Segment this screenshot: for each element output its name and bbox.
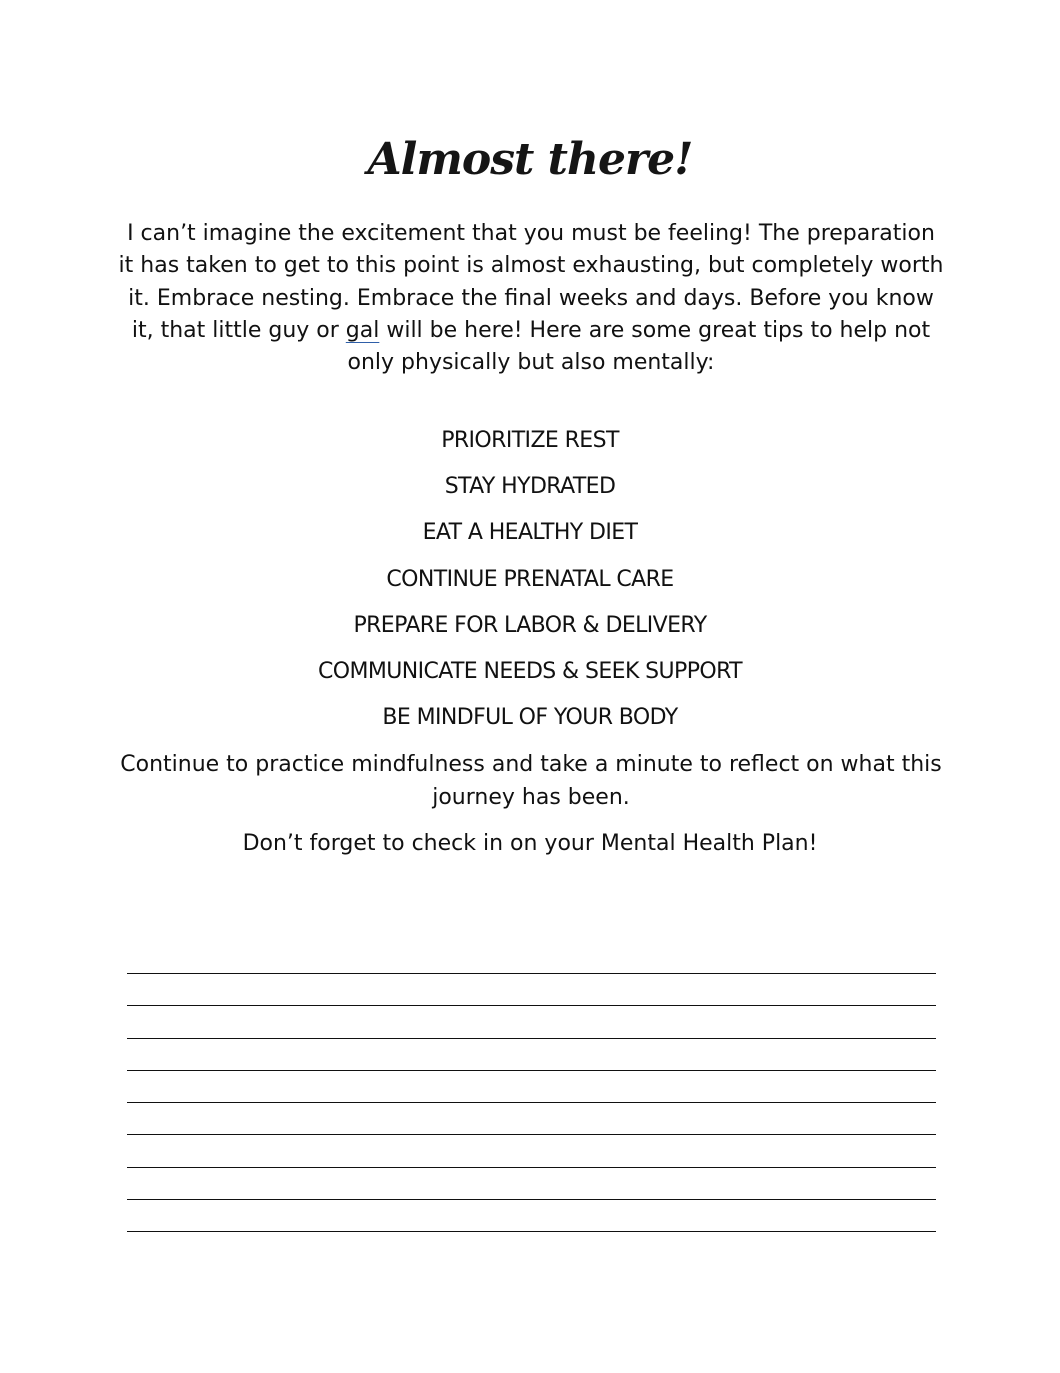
tip-item: COMMUNICATE NEEDS & SEEK SUPPORT [317,658,743,684]
intro-link-word: gal [345,317,380,343]
page-title: Almost there! [367,134,693,185]
writing-line[interactable] [127,1231,936,1232]
tips-list [0,425,1060,748]
checkin-reminder: Don’t forget to check in on your Mental Health Plan! [242,831,818,856]
writing-line[interactable] [127,1134,936,1135]
tip-item: PREPARE FOR LABOR & DELIVERY [353,612,707,638]
reflect-paragraph: Continue to practice mindfulness and take a minute to reflect on what this journey has been. [120,752,942,810]
writing-line[interactable] [127,1102,936,1103]
writing-line[interactable] [127,1070,936,1071]
writing-line[interactable] [127,1199,936,1200]
intro-paragraph [118,218,944,379]
intro-text-start: I can’t imagine the excitement that you must be feeling! The preparation it has taken to get to this point is almost exhausting, but completely worth it. Embrace nesting. Embrace the final weeks and days. Before you know it, that little guy or [118,221,944,343]
writing-line[interactable] [127,973,936,974]
tip-item: BE MINDFUL OF YOUR BODY [382,705,678,731]
tip-item: EAT A HEALTHY DIET [422,520,638,546]
tip-item: CONTINUE PRENATAL CARE [386,566,674,592]
writing-line[interactable] [127,1167,936,1168]
writing-line[interactable] [127,1005,936,1006]
tip-item: PRIORITIZE REST [441,428,619,453]
writing-line[interactable] [127,1038,936,1039]
intro-text-end: will be here! Here are some great tips to help not only physically but also mentally: [347,317,931,376]
tip-item: STAY HYDRATED [444,474,616,500]
